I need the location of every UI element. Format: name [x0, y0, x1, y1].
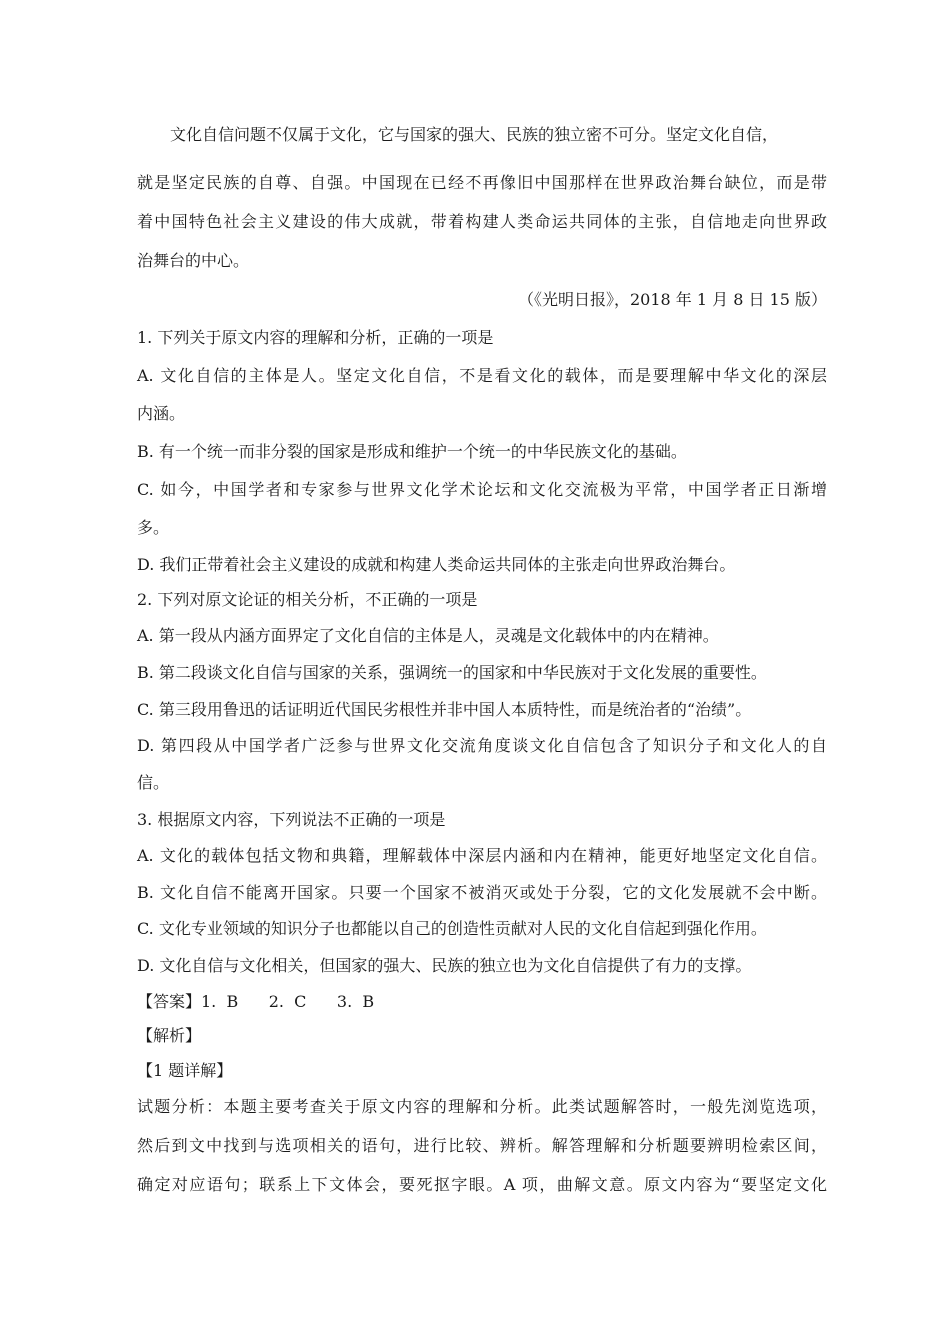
option-line: B. 第二段谈文化自信与国家的关系，强调统一的国家和中华民族对于文化发展的重要性。 [137, 663, 767, 682]
option-line: A. 文化的载体包括文物和典籍，理解载体中深层内涵和内在精神，能更好地坚定文化自信。 [137, 846, 827, 865]
option-line: A. 第一段从内涵方面界定了文化自信的主体是人，灵魂是文化载体中的内在精神。 [137, 626, 719, 645]
passage-line: 着中国特色社会主义建设的伟大成就，带着构建人类命运共同体的主张，自信地走向世界政 [137, 212, 827, 231]
option-line: C. 文化专业领域的知识分子也都能以自己的创造性贡献对人民的文化自信起到强化作用。 [137, 919, 767, 938]
option-line: B. 有一个统一而非分裂的国家是形成和维护一个统一的中华民族文化的基础。 [137, 442, 687, 461]
analysis-line: 然后到文中找到与选项相关的语句，进行比较、辨析。解答理解和分析题要辨明检索区间， [137, 1136, 827, 1155]
option-line: B. 文化自信不能离开国家。只要一个国家不被消灭或处于分裂，它的文化发展就不会中断。 [137, 883, 827, 902]
analysis-line: 确定对应语句；联系上下文体会，要死抠字眼。A 项，曲解文意。原文内容为“要坚定文化 [137, 1175, 827, 1194]
question-stem: 2. 下列对原文论证的相关分析，不正确的一项是 [137, 590, 478, 609]
passage-line: 文化自信问题不仅属于文化，它与国家的强大、民族的独立密不可分。坚定文化自信， [170, 125, 779, 144]
passage-line: 治舞台的中心。 [137, 251, 250, 270]
option-line: 多。 [137, 518, 170, 537]
option-line: A. 文化自信的主体是人。坚定文化自信，不是看文化的载体，而是要理解中华文化的深层 [137, 366, 827, 385]
question-stem: 1. 下列关于原文内容的理解和分析，正确的一项是 [137, 328, 494, 347]
option-line: 信。 [137, 773, 170, 792]
option-line: D. 第四段从中国学者广泛参与世界文化交流角度谈文化自信包含了知识分子和文化人的自 [137, 736, 827, 755]
detail-heading: 【1 题详解】 [137, 1061, 233, 1080]
answer-line: 【答案】1. B 2. C 3. B [137, 992, 375, 1011]
option-line: C. 如今，中国学者和专家参与世界文化学术论坛和文化交流极为平常，中国学者正日渐增 [137, 480, 827, 499]
passage-line: 就是坚定民族的自尊、自强。中国现在已经不再像旧中国那样在世界政治舞台缺位，而是带 [137, 173, 827, 192]
source-citation: （《光明日报》，2018 年 1 月 8 日 15 版） [517, 290, 827, 309]
analysis-heading: 【解析】 [137, 1026, 202, 1045]
analysis-line: 试题分析：本题主要考查关于原文内容的理解和分析。此类试题解答时，一般先浏览选项， [137, 1097, 827, 1116]
option-line: C. 第三段用鲁迅的话证明近代国民劣根性并非中国人本质特性，而是统治者的“治绩”。 [137, 700, 752, 719]
option-line: D. 我们正带着社会主义建设的成就和构建人类命运共同体的主张走向世界政治舞台。 [137, 555, 736, 574]
option-line: D. 文化自信与文化相关，但国家的强大、民族的独立也为文化自信提供了有力的支撑。 [137, 956, 752, 975]
question-stem: 3. 根据原文内容，下列说法不正确的一项是 [137, 810, 446, 829]
option-line: 内涵。 [137, 404, 186, 423]
